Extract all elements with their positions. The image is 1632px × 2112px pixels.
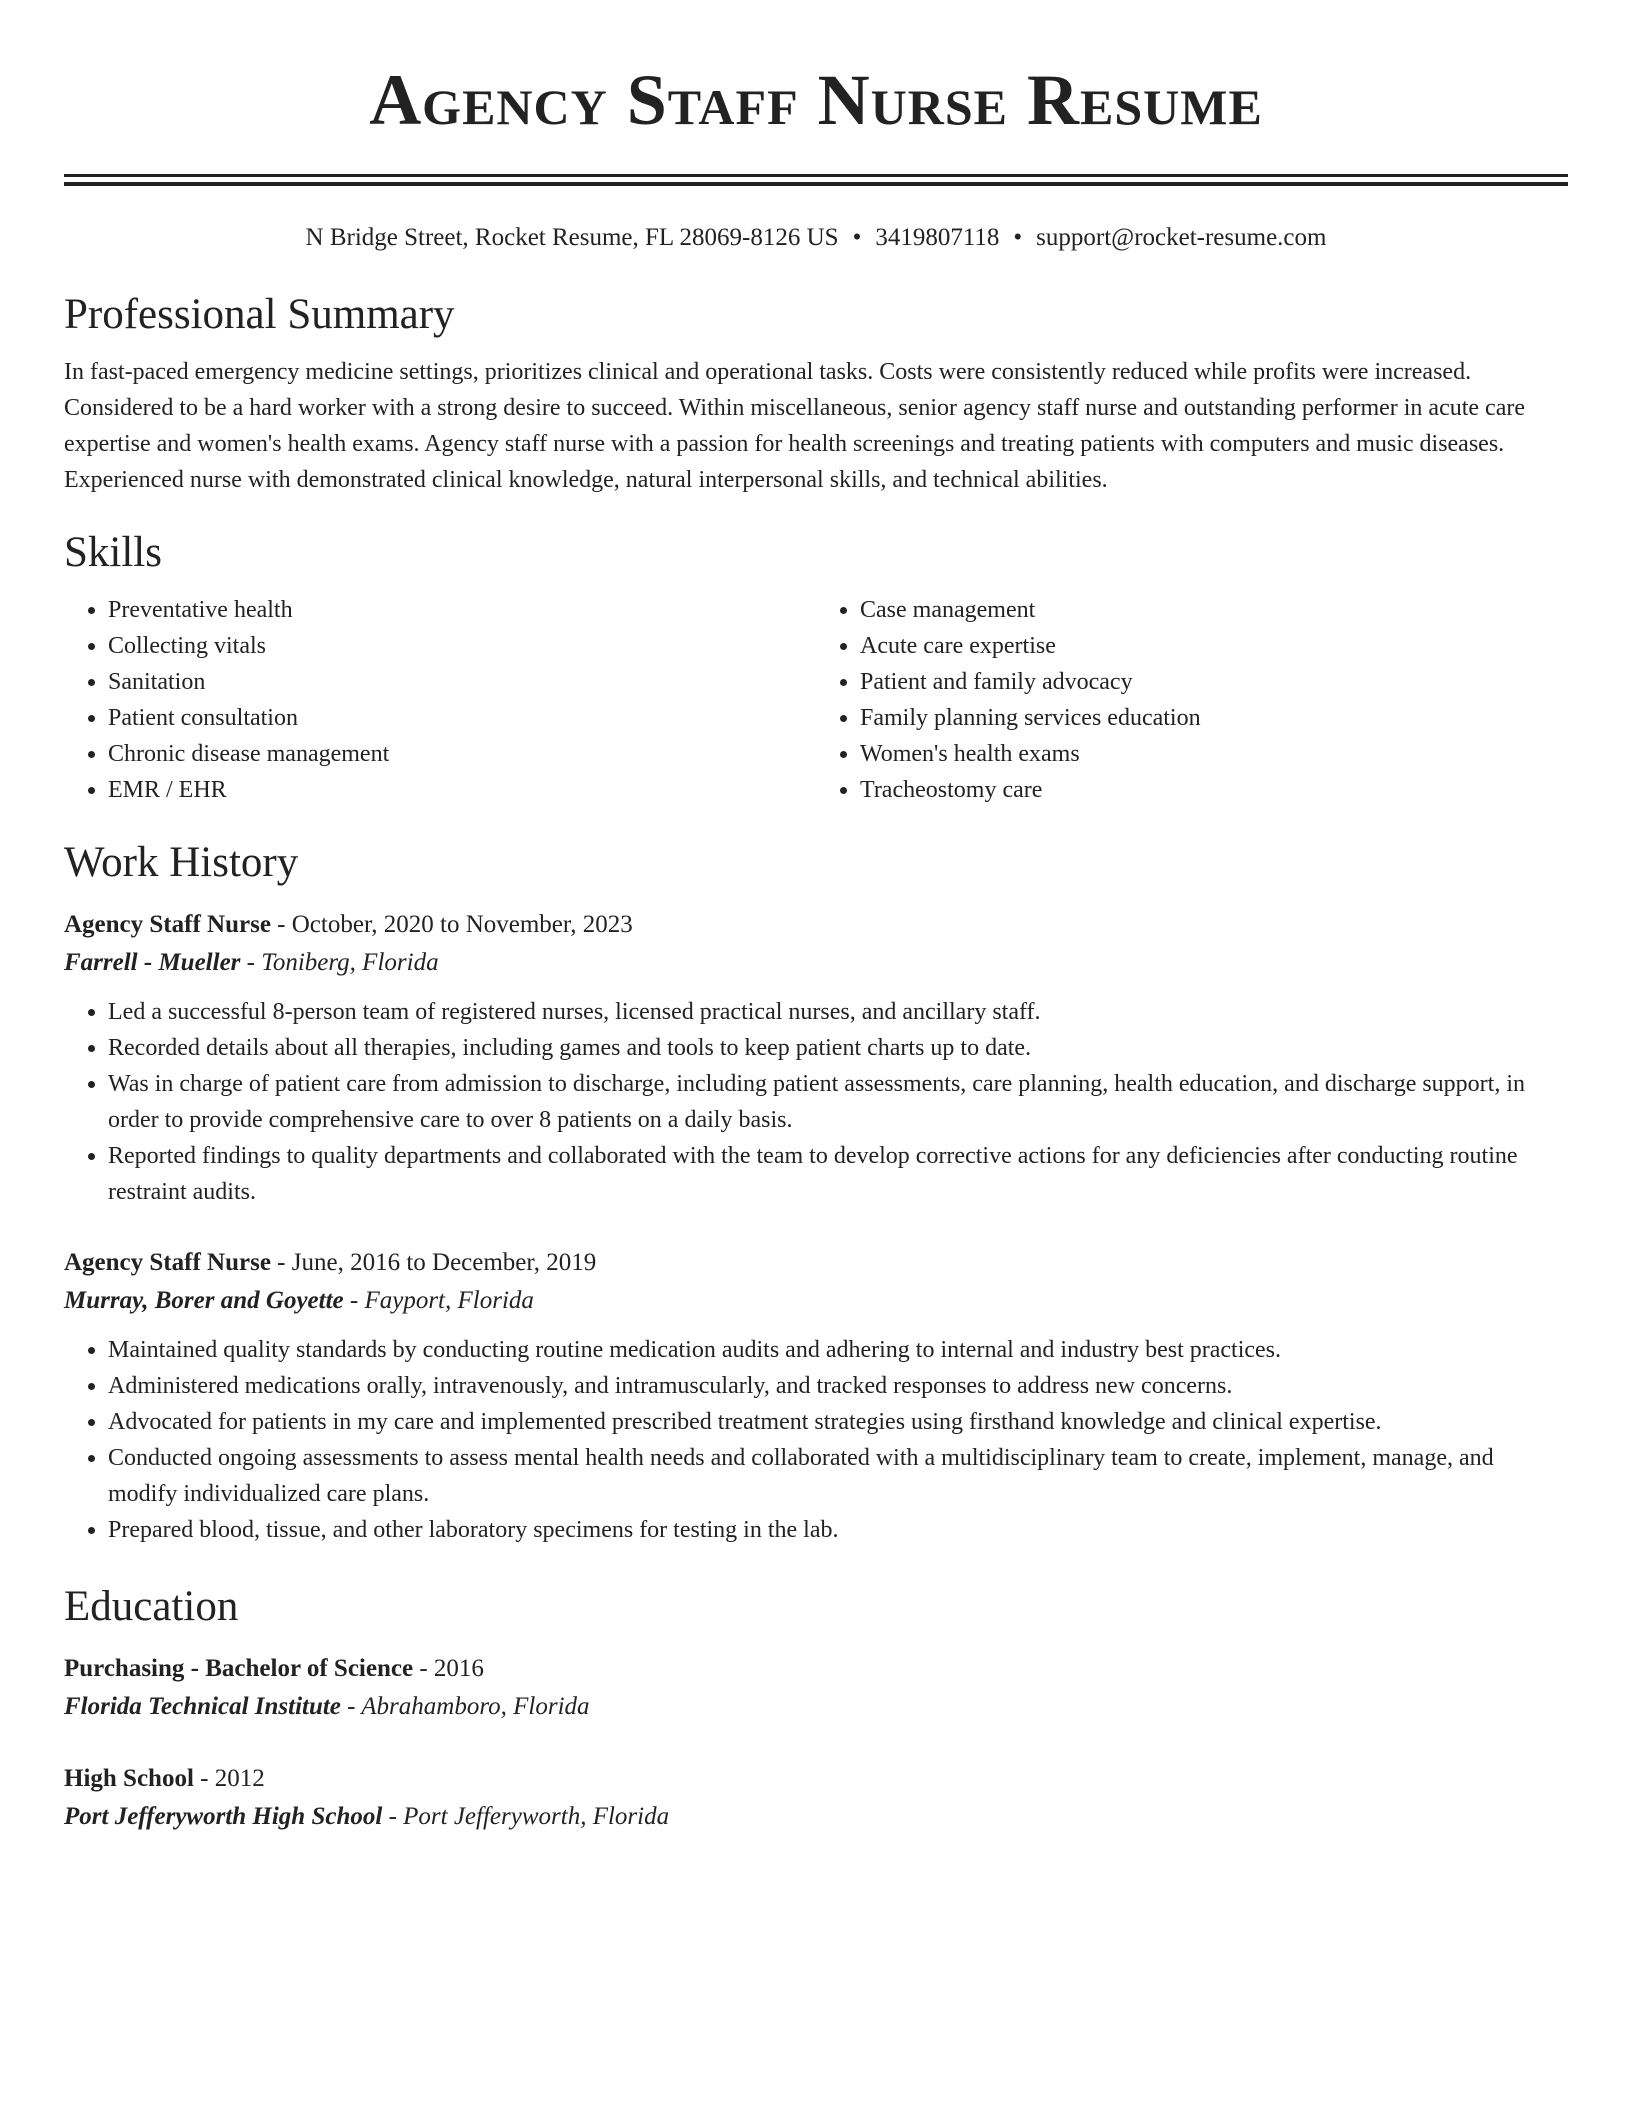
contact-phone: 3419807118 [875,224,1000,251]
skill-item: • Patient and family advocacy [860,664,1568,700]
skills-column-right [816,592,1568,808]
job-title: Agency Staff Nurse [64,1249,271,1276]
job-title: Agency Staff Nurse [64,911,271,938]
job-duty: • Prepared blood, tissue, and other laboratory specimens for testing in the lab. [108,1512,1568,1548]
graduation-year: - 2012 [193,1765,265,1792]
job-location: - Toniberg, Florida [240,949,439,976]
degree: Purchasing - Bachelor of Science [64,1655,414,1682]
degree-line [64,1650,1568,1688]
job-duty: • Maintained quality standards by conducting routine medication audits and adhering to internal and industry best practices. [108,1332,1568,1368]
school-location: - Port Jefferyworth, Florida [382,1803,670,1830]
degree-line [64,1760,1568,1798]
contact-line [64,220,1568,256]
job-duty: • Recorded details about all therapies, including games and tools to keep patient charts up to date. [108,1030,1568,1066]
work-history-heading: Work History [64,839,299,886]
job-location: - Fayport, Florida [343,1287,534,1314]
school-location: - Abrahamboro, Florida [340,1693,590,1720]
contact-address: N Bridge Street, Rocket Resume, FL 28069-8126 US [305,224,839,251]
skill-item: • Patient consultation [108,700,816,736]
summary-heading: Professional Summary [64,291,455,338]
job-dates: - June, 2016 to December, 2019 [270,1249,597,1276]
job-duty: • Conducted ongoing assessments to assess mental health needs and collaborated with a multidisciplinary team to create, implement, manage, and modify individualized care plans. [108,1440,1568,1512]
skill-item: • Preventative health [108,592,816,628]
job-entry [64,906,1568,1210]
job-duty: • Advocated for patients in my care and implemented prescribed treatment strategies using firsthand knowledge and clinical expertise. [108,1404,1568,1440]
summary-text: In fast-paced emergency medicine settings, prioritizes clinical and operational tasks. Costs were consistently reduced while profits were increased. Considered to be a hard worker with a strong desire to succeed. Within miscellaneous, senior agency staff nurse and outstanding performer in acute care expertise and women's health exams. Agency staff nurse with a passion for health screenings and treating patients with computers and music diseases. Experienced nurse with demonstrated clinical knowledge, natural interpersonal skills, and technical abilities. [64,359,1525,493]
contact-separator: • [852,224,862,251]
school-line [64,1798,1568,1836]
skill-item: • Acute care expertise [860,628,1568,664]
job-duty: • Administered medications orally, intravenously, and intramuscularly, and tracked responses to address new concerns. [108,1368,1568,1404]
school-line [64,1688,1568,1726]
skill-item: • EMR / EHR [108,772,816,808]
skill-item: • Chronic disease management [108,736,816,772]
job-duties [64,1332,1568,1548]
education-entry [64,1650,1568,1726]
skills-heading: Skills [64,529,162,576]
school-name: Florida Technical Institute [64,1693,341,1720]
resume-title: Agency Staff Nurse Resume [369,60,1263,140]
job-company-line [64,1282,1568,1320]
degree: High School [64,1765,194,1792]
contact-email: support@rocket-resume.com [1036,224,1327,251]
skill-item: • Tracheostomy care [860,772,1568,808]
skill-item: • Sanitation [108,664,816,700]
skills-column-left [64,592,816,808]
job-company: Farrell - Mueller [64,949,241,976]
job-duty: • Reported findings to quality departments and collaborated with the team to develop corrective actions for any deficiencies after conducting routine restraint audits. [108,1138,1568,1210]
education-heading: Education [64,1583,239,1630]
skill-item: • Collecting vitals [108,628,816,664]
job-duties [64,994,1568,1210]
job-entry [64,1244,1568,1548]
job-company: Murray, Borer and Goyette [64,1287,344,1314]
education-entry [64,1760,1568,1836]
skill-item: • Women's health exams [860,736,1568,772]
skills-list [64,592,1568,808]
job-duty: • Led a successful 8-person team of registered nurses, licensed practical nurses, and ancillary staff. [108,994,1568,1030]
job-company-line [64,944,1568,982]
job-duty: • Was in charge of patient care from admission to discharge, including patient assessments, care planning, health education, and discharge support, in order to provide comprehensive care to over 8 patients on a daily basis. [108,1066,1568,1138]
job-title-line [64,1244,1568,1282]
job-title-line [64,906,1568,944]
skill-item: • Family planning services education [860,700,1568,736]
contact-separator: • [1013,224,1023,251]
job-dates: - October, 2020 to November, 2023 [270,911,633,938]
skill-item: • Case management [860,592,1568,628]
graduation-year: - 2016 [413,1655,484,1682]
title-divider [64,174,1568,186]
school-name: Port Jefferyworth High School [64,1803,383,1830]
